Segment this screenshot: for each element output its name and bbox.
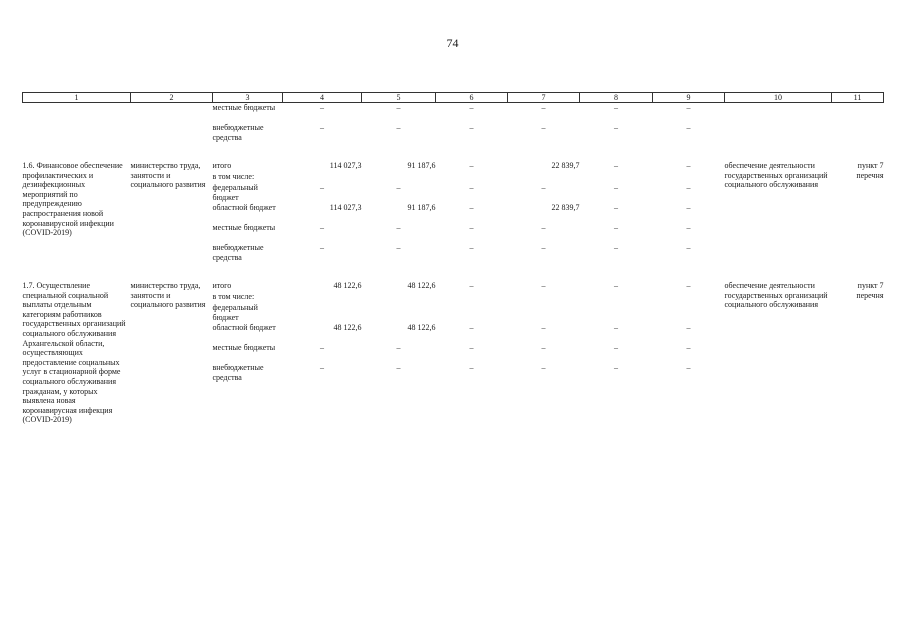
column-header: 3 — [213, 93, 283, 103]
cell-value: – — [320, 123, 324, 132]
cell-value: 91 187,6 — [407, 203, 436, 212]
cell-value: – — [614, 243, 618, 252]
cell-value: – — [469, 343, 474, 352]
header-row — [23, 93, 884, 103]
executor: министерство труда, занятости и социального развития — [130, 281, 206, 310]
cell-value: – — [469, 203, 474, 212]
budget-table — [22, 92, 884, 483]
cell-value: – — [396, 223, 401, 232]
funding-source: внебюджетные средства — [212, 123, 264, 142]
cell-value: – — [320, 223, 324, 232]
cell-value: – — [614, 363, 618, 372]
cell-value: 22 839,7 — [551, 161, 580, 170]
cell-value: – — [686, 363, 691, 372]
cell-value: – — [614, 343, 618, 352]
funding-source: областной бюджет — [212, 203, 276, 212]
expected-result: обеспечение деятельности государственных организаций социального обслуживания — [724, 161, 828, 190]
expected-result: обеспечение деятельности государственных организаций социального обслуживания — [724, 281, 828, 310]
cell-value: – — [469, 223, 474, 232]
cell-value: – — [469, 103, 474, 112]
cell-value: – — [541, 323, 546, 332]
cell-value: 48 122,6 — [333, 281, 362, 290]
column-header: 4 — [283, 93, 362, 103]
funding-source: областной бюджет — [212, 323, 276, 332]
cell-value: – — [686, 281, 691, 290]
cell-value: 48 122,6 — [407, 323, 436, 332]
cell-value: – — [614, 161, 618, 170]
cell-value: – — [320, 343, 324, 352]
column-header: 6 — [436, 93, 508, 103]
cell-value: – — [396, 183, 401, 192]
cell-value: – — [320, 103, 324, 112]
funding-source: в том числе: — [212, 172, 255, 181]
cell-value: – — [541, 343, 546, 352]
cell-value: – — [469, 281, 474, 290]
cell-value: – — [686, 183, 691, 192]
cell-value: – — [469, 243, 474, 252]
cell-value: – — [686, 323, 691, 332]
funding-source: итого — [212, 161, 232, 170]
cell-value: – — [686, 103, 691, 112]
cell-value: – — [686, 343, 691, 352]
cell-value: – — [396, 363, 401, 372]
column-header: 10 — [725, 93, 832, 103]
funding-source: итого — [212, 281, 232, 290]
cell-value: 114 027,3 — [329, 203, 362, 212]
column-header: 11 — [832, 93, 884, 103]
cell-value: – — [541, 103, 546, 112]
executor: министерство труда, занятости и социального развития — [130, 161, 206, 190]
funding-source: местные бюджеты — [212, 343, 276, 352]
cell-value: 48 122,6 — [407, 281, 436, 290]
cell-value: – — [541, 123, 546, 132]
cell-value: – — [469, 363, 474, 372]
cell-value: – — [469, 183, 474, 192]
table-row — [23, 281, 884, 292]
cell-value: – — [614, 103, 618, 112]
cell-value: – — [320, 243, 324, 252]
cell-value: – — [686, 203, 691, 212]
column-header: 5 — [362, 93, 436, 103]
cell-value: – — [396, 103, 401, 112]
cell-value: – — [614, 323, 618, 332]
cell-value: – — [320, 183, 324, 192]
funding-source: местные бюджеты — [212, 103, 276, 112]
cell-value: – — [469, 123, 474, 132]
cell-value: 91 187,6 — [407, 161, 436, 170]
cell-value: – — [541, 223, 546, 232]
table-row — [23, 123, 884, 143]
cell-value: – — [469, 323, 474, 332]
column-header: 1 — [23, 93, 131, 103]
cell-value: – — [541, 243, 546, 252]
activity-name: 1.6. Финансовое обеспечение профилактических и дезинфекционных мероприятий по предупреждению распространения новой коронавирусной инфекции (COVID-2019) — [22, 161, 123, 238]
cell-value: – — [541, 281, 546, 290]
column-header: 2 — [131, 93, 213, 103]
reference: пункт 7 перечня — [856, 161, 884, 180]
cell-value: – — [614, 223, 618, 232]
funding-source: в том числе: — [212, 292, 255, 301]
table-row — [23, 161, 884, 172]
page-number: 74 — [446, 36, 459, 50]
cell-value: – — [686, 243, 691, 252]
cell-value: – — [614, 203, 618, 212]
cell-value: – — [541, 363, 546, 372]
funding-source: местные бюджеты — [212, 223, 276, 232]
cell-value: – — [320, 363, 324, 372]
cell-value: 114 027,3 — [329, 161, 362, 170]
cell-value: 22 839,7 — [551, 203, 580, 212]
activity-name: 1.7. Осуществление специальной социальной выплаты отдельным категориям работников государственных организаций социального обслуживания Архангельской области, осуществляющих предоставление социальных услуг в стационарной форме социального обслуживания гражданам, у которых выявлена новая коронавирусная инфекция (COVID-2019) — [22, 281, 126, 425]
cell-value: – — [396, 123, 401, 132]
table-row — [23, 103, 884, 124]
cell-value: 48 122,6 — [333, 323, 362, 332]
cell-value: – — [686, 123, 691, 132]
funding-source: федеральный бюджет — [212, 183, 258, 202]
cell-value: – — [686, 223, 691, 232]
reference: пункт 7 перечня — [856, 281, 884, 300]
column-header: 8 — [580, 93, 653, 103]
cell-value: – — [396, 343, 401, 352]
cell-value: – — [614, 183, 618, 192]
funding-source: федеральный бюджет — [212, 303, 258, 322]
cell-value: – — [614, 281, 618, 290]
cell-value: – — [686, 161, 691, 170]
cell-value: – — [614, 123, 618, 132]
cell-value: – — [469, 161, 474, 170]
column-header: 7 — [508, 93, 580, 103]
cell-value: – — [396, 243, 401, 252]
cell-value: – — [541, 183, 546, 192]
funding-source: внебюджетные средства — [212, 363, 264, 382]
column-header: 9 — [653, 93, 725, 103]
funding-source: внебюджетные средства — [212, 243, 264, 262]
